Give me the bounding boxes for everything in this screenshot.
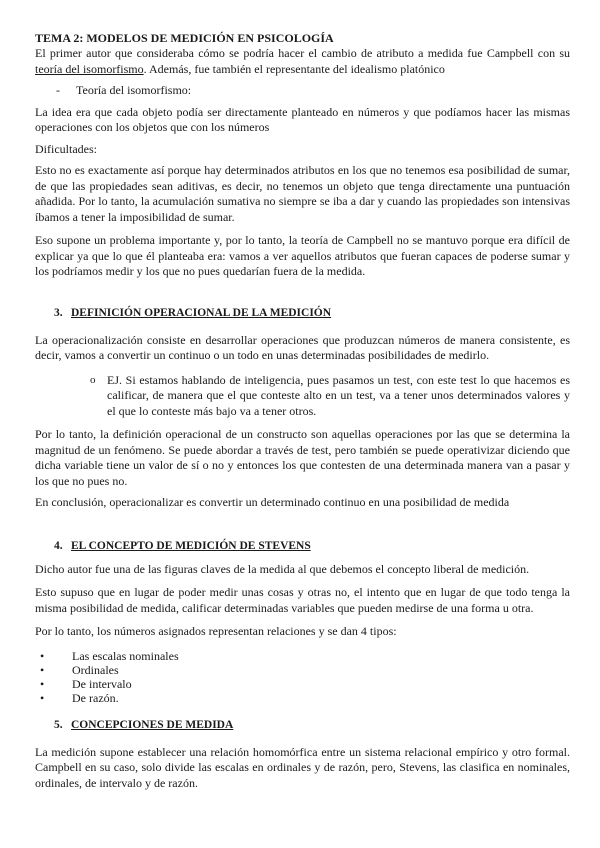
bullet-icon: • xyxy=(40,676,45,691)
list-item: • Ordinales xyxy=(40,662,119,677)
list-item: • De intervalo xyxy=(40,676,132,691)
intro-after: . Además, fue también el representante del idealismo platónico xyxy=(143,61,445,76)
dash-list-item xyxy=(56,83,570,99)
bullet-icon: • xyxy=(40,648,45,663)
section-5-heading xyxy=(54,718,570,733)
bullet-icon: • xyxy=(40,662,45,677)
section-3-number: 3. xyxy=(54,306,63,319)
measurement-types-list xyxy=(35,649,570,705)
page-title: TEMA 2: MODELOS DE MEDICIÓN EN PSICOLOGÍA xyxy=(35,31,334,45)
section-5-number: 5. xyxy=(54,718,63,731)
section-4-paragraph-1: Dicho autor fue una de las figuras claves de la medida al que debemos el concepto liberal de medición. xyxy=(35,561,530,576)
section-4-paragraph-3: Por lo tanto, los números asignados representan relaciones y se dan 4 tipos: xyxy=(35,624,397,638)
paragraph-idea: La idea era que cada objeto podía ser directamente planteado en números y que podíamos hacer las mismas operaciones con los objetos que con los números xyxy=(35,104,570,134)
section-3-title: DEFINICIÓN OPERACIONAL DE LA MEDICIÓN xyxy=(71,306,332,319)
section-3-conclusion: En conclusión, operacionalizar es convertir un determinado continuo en una posibilidad de medida xyxy=(35,495,510,509)
example-text: EJ. Si estamos hablando de inteligencia, pues pasamos un test, con este test lo que hacemos es calificar, de manera que el que conteste alto en un test, va a tener unos determinados valores y el que lo conteste más bajo va a tener otros. xyxy=(107,372,570,418)
section-4-paragraph-2: Esto supuso que en lugar de poder medir unas cosas y otras no, el intento que en lugar de que todo tenga la misma posibilidad de medida, calificar determinadas variables que pueden medirse de una forma u otra. xyxy=(35,585,570,615)
section-3-paragraph-2: Por lo tanto, la definición operacional de un constructo son aquellas operaciones por las que se determina la magnitud de un fenómeno. Se puede abordar a través de test, pero también se puede operativizar diciendo que dicha variable tiene un valor de sí o no y entonces los que contesten de una determinada manera van a pasar y los que no pues no. xyxy=(35,427,570,488)
dash-item-text: Teoría del isomorfismo: xyxy=(76,83,192,97)
section-5-title: CONCEPCIONES DE MEDIDA xyxy=(71,718,234,731)
paragraph-campbell-problem: Eso supone un problema importante y, por lo tanto, la teoría de Campbell no se mantuvo porque era difícil de explicar ya que lo que él planteaba era: vamos a ver aquellos atributos que fueran capaces de poderse sumar y los podríamos medir y los que no pues quedarían fuera de la medida. xyxy=(35,233,570,278)
dash-marker: - xyxy=(56,83,60,97)
list-item: • Las escalas nominales xyxy=(40,648,179,663)
example-marker: o xyxy=(90,373,96,386)
difficulties-label: Dificultades: xyxy=(35,141,97,156)
intro-paragraph xyxy=(35,46,570,77)
section-4-heading xyxy=(54,539,570,554)
example-item xyxy=(90,373,570,420)
section-4-number: 4. xyxy=(54,539,63,552)
section-4-title: EL CONCEPTO DE MEDICIÓN DE STEVENS xyxy=(71,539,311,552)
section-3-heading xyxy=(54,306,570,321)
isomorphism-link[interactable]: teoría del isomorfismo xyxy=(35,61,144,76)
section-5-paragraph-1: La medición supone establecer una relación homomórfica entre un sistema relacional empírico y otro formal. Campbell en su caso, solo divide las escalas en ordinales y de razón, pero, Stevens, las clasifica en nominales, ordinales, de intervalo y de razón. xyxy=(35,744,570,790)
intro-before: El primer autor que consideraba cómo se podría hacer el cambio de atributo a medida fue Campbell con su xyxy=(35,46,570,60)
bullet-icon: • xyxy=(40,690,45,705)
section-3-paragraph-1: La operacionalización consiste en desarrollar operaciones que produzcan números de manera consistente, es decir, vamos a convertir un continuo o un todo en unas determinadas posibilidades de medirlo. xyxy=(35,332,570,362)
paragraph-difficulties: Esto no es exactamente así porque hay determinados atributos en los que no tenemos esa posibilidad de sumar, de que las propiedades sean aditivas, es decir, no tenemos un objeto que tenga directamente una puntuación añadida. Por lo tanto, la acumulación sumativa no siempre se iba a dar y cuando las propiedades son intensivas íbamos a tener la imposibilidad de sumar. xyxy=(35,163,570,224)
list-item: • De razón. xyxy=(40,690,119,705)
